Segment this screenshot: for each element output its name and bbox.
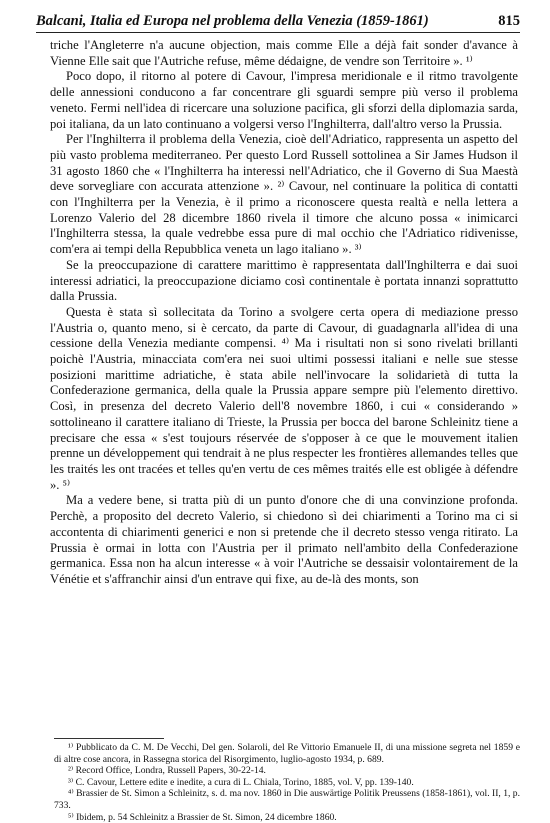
footnote-5: ⁵⁾ Ibidem, p. 54 Schleinitz a Brassier de St. Simon, 24 dicembre 1860. [68, 811, 337, 823]
paragraph-3: Per l'Inghilterra il problema della Venezia, cioè dell'Adriatico, rappresenta un aspetto del più vasto problema mediterraneo. Per questo Lord Russell sottolinea a Sir James Hudson il 31 agosto 1860 che « l'Inghilterra ha interessi nell'Adriatico, che il Governo di Sua Maestà deve sorvegliare con accurata attenzione ». ²⁾ Cavour, nel continuare la politica di contatti con l'Inghilterra per la Venezia, è il primo a riconoscere questa realtà e nella lettera a Lorenzo Valerio del 28 dicembre 1860 rivela il timore che alcuno possa « inimicarci l'Inghilterra stessa, la quale vedrebbe essa pure di mal occhio che l'Adriatico ridivenisse, com'era ai tempi della Repubblica veneta un lago italiano ». ³⁾ [50, 132, 518, 257]
paragraph-6: Ma a vedere bene, si tratta più di un punto d'onore che di una convinzione profonda. Perchè, a proposito del decreto Valerio, si chiedono sì dei chiarimenti a Torino ma ci si accontenta di chiarimenti generici e non si pretende che il decreto stesso venga ritirato. La Prussia è ormai in lotta con l'Austria per il primato nell'ambito della Confederazione germanica. Essa non ha alcun interesse « à voir l'Autriche se dessaisir volontairement de la Vénétie et s'affranchir ainsi d'un entrave qui fixe, au de-là des monts, son [50, 493, 518, 586]
footnote-divider [54, 738, 164, 739]
running-title: Balcani, Italia ed Europa nel problema della Venezia (1859-1861) [36, 13, 429, 29]
main-text [50, 38, 518, 588]
footnote-3: ³⁾ C. Cavour, Lettere edite e inedite, a cura di L. Chiala, Torino, 1885, vol. V, pp. 139-140. [68, 776, 414, 788]
footnote-4: ⁴⁾ Brassier de St. Simon a Schleinitz, s. d. ma nov. 1860 in Die auswärtige Politik Preussens (1858-1861), vol. II, 1, p. 733. [54, 788, 520, 811]
footnotes [54, 742, 520, 823]
running-header [36, 13, 520, 33]
paragraph-1: triche l'Angleterre n'a aucune objection, mais comme Elle a déjà fait sonder d'avance à Vienne Elle sait que l'Autriche refuse, même dédaigne, de vendre son Territoire ». ¹⁾ [50, 38, 518, 68]
page-number: 815 [498, 13, 520, 29]
footnote-1: ¹⁾ Pubblicato da C. M. De Vecchi, Del gen. Solaroli, del Re Vittorio Emanuele II, di una missione segreta nel 1859 e di altre cose ancora, in Rassegna storica del Risorgimento, luglio-agosto 1934, p. 689. [54, 742, 520, 765]
footnote-2: ²⁾ Record Office, Londra, Russell Papers, 30-22-14. [68, 765, 266, 777]
paragraph-4: Se la preoccupazione di carattere marittimo è rappresentata dall'Inghilterra e dai suoi interessi adriatici, la preoccupazione diciamo così continentale è portata innanzi soprattutto dalla Prussia. [50, 257, 518, 304]
paragraph-2: Poco dopo, il ritorno al potere di Cavour, l'impresa meridionale e il ritmo travolgente delle annessioni conducono a far concentrare gli sguardi sempre più verso il problema veneto. Fermi nell'idea di ricercare una soluzione pacifica, gli sforzi della diplomazia sarda, poi italiana, da un lato continuano a volgersi verso l'Inghilterra, dall'altro verso la Prussia. [50, 69, 518, 131]
paragraph-5: Questa è stata sì sollecitata da Torino a svolgere certa opera di mediazione presso l'Austria o, quanto meno, si è cercato, da parte di Cavour, di guadagnarla all'idea di una cessione della Venezia mediante compensi. ⁴⁾ Ma i risultati non si sono rivelati brillanti poichè l'Austria, minacciata com'era nei suoi ultimi possessi italiani e nelle sue stesse posizioni marittime adriatiche, è stata abile nell'invocare la solidarietà di tutta la Confederazione germanica, della quale la Prussia appare sempre più l'elemento direttivo. Così, in presenza del decreto Valerio dell'8 novembre 1860, i cui « considerando » sottolineano il carattere italiano di Trieste, la Prussia per bocca del barone Schleinitz tiene a precisare che essa « s'est toujours réservée de s'opposer à ce que le mouvement italien prenne un développement qui tendrait à ne plus respecter les frontières allemandes telles que les traités les ont tracées et telles qu'en vertu de ces mêmes traités elle est obligée à défendre ». ⁵⁾ [50, 304, 518, 492]
